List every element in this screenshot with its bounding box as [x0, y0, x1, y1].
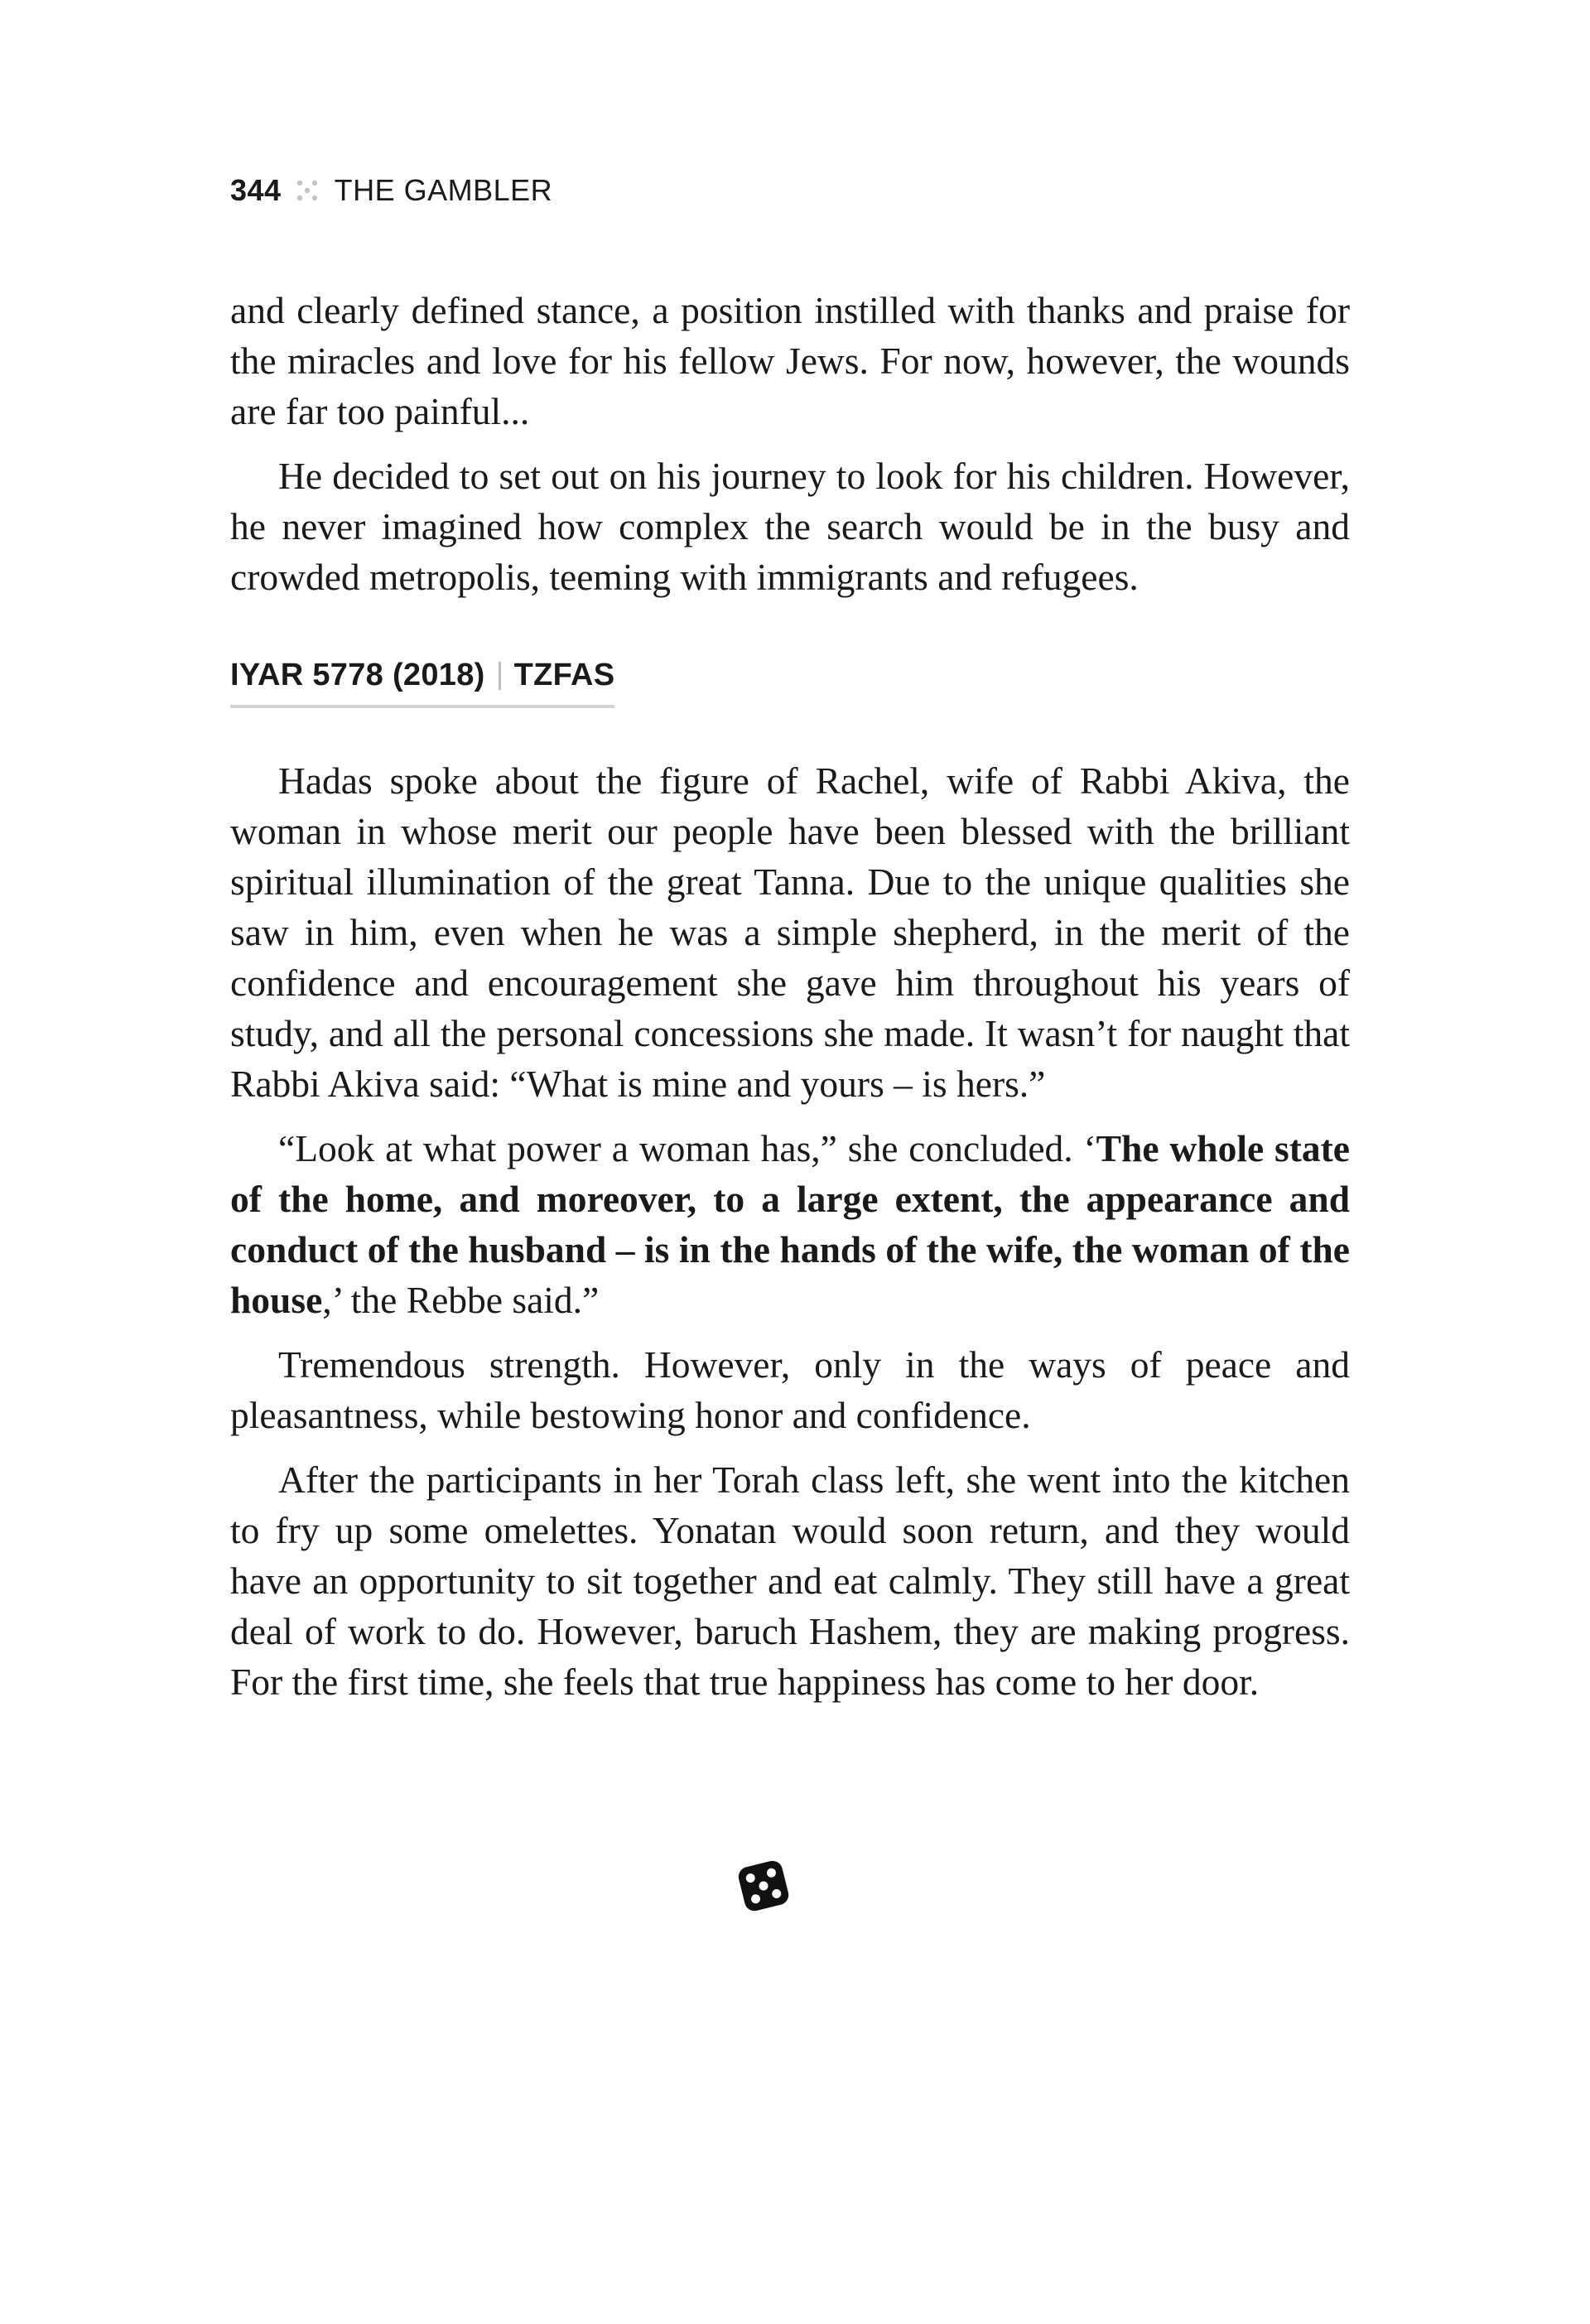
section-divider [499, 662, 501, 690]
quote-end: ,’ the Rebbe said.” [322, 1279, 600, 1321]
book-title: THE GAMBLER [334, 173, 553, 207]
paragraph-rachel: Hadas spoke about the figure of Rachel, wife of Rabbi Akiva, the woman in whose merit our people have been blessed with the brilliant spiritual illumination of the great Tanna. Due to the unique qualities she saw in him, even when he was a simple shepherd, in the merit of the confidence and encouragement she gave him throughout his years of study, and all the personal concessions she made. It wasn’t for naught that Rabbi Akiva said: “What is mine and yours – is hers.” [230, 759, 1350, 1105]
paragraph-continuation: and clearly defined stance, a position instilled with thanks and praise for the miracles and love for his fellow Jews. For now, however, the wounds are far too painful... [230, 289, 1350, 432]
dice-icon [735, 1858, 792, 1914]
section-place: TZFAS [513, 658, 615, 692]
quote-intro: “Look at what power a woman has,” she concluded. ‘ [278, 1127, 1096, 1169]
text-block-section [230, 755, 1350, 1707]
paragraph-journey: He decided to set out on his journey to look for his children. However, he never imagined how complex the search would be in the busy and crowded metropolis, teeming with immigrants and refugees. [230, 455, 1350, 598]
paragraph-quote [230, 1123, 1350, 1325]
running-head [230, 169, 552, 212]
dots-icon [295, 178, 320, 203]
paragraph-kitchen: After the participants in her Torah class left, she went into the kitchen to fry up some omelettes. Yonatan would soon return, and they would have an opportunity to sit together and eat calmly. They still have a great deal of work to do. However, baruch Hashem, they are making progress. For the first time, she feels that true happiness has come to her door. [230, 1459, 1350, 1703]
page-number: 344 [230, 173, 282, 207]
text-block-top [230, 285, 1350, 602]
section-heading [230, 658, 614, 708]
quote-bold: The whole state of the home, and moreover, to a large extent, the appearance and conduct of the husband – is in the hands of the wife, the woman of the house [230, 1127, 1350, 1321]
section-date: IYAR 5778 (2018) [230, 658, 485, 692]
paragraph-strength: Tremendous strength. However, only in the ways of peace and pleasantness, while bestowing honor and confidence. [230, 1343, 1350, 1436]
